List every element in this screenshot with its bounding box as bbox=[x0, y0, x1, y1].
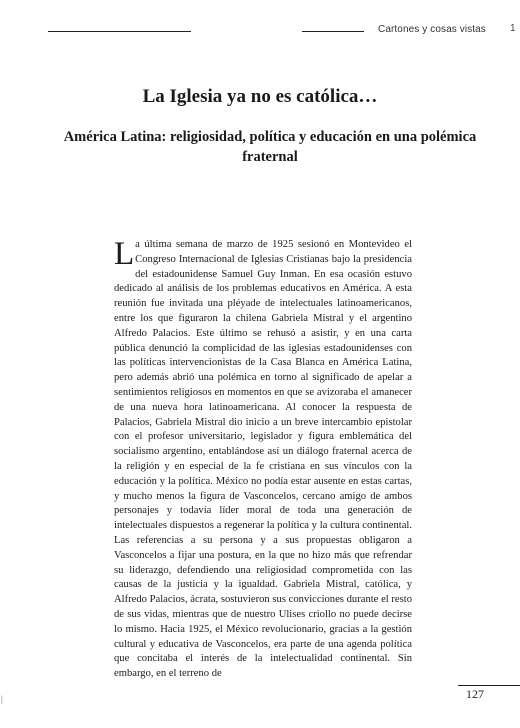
running-head: Cartones y cosas vistas bbox=[378, 24, 486, 35]
footer-left-mark: | bbox=[1, 694, 3, 704]
body-paragraph: a última semana de marzo de 1925 sesionó en Montevideo el Congreso Internacional de Iglesias Cristianas bajo la presidencia del estadounidense Samuel Guy Inman. En esa ocasión estuvo dedicado al análisis de los problemas educativos en América. A esta reunión fue invitada una pléyade de intelectuales latinoamericanos, entre los que figuraron la chilena Gabriela Mistral y el argentino Alfredo Palacios. Este último se rehusó a asistir, y en una carta pública denunció la complicidad de las iglesias estadounidenses con las políticas intervencionistas de la Casa Blanca en América Latina, pero además abrió una polémica en torno al significado de apelar a sentimientos religiosos en momentos en que se avizoraba el amanecer de una nueva hora latinoamericana. Al conocer la respuesta de Palacios, Gabriela Mistral dio inicio a un breve intercambio epistolar con el profesor universitario, legislador y figura emblemática del socialismo argentino, entablándose así un diálogo fraternal acerca de la religión y en especial de la fe cristiana en sus vínculos con la educación y la política. México no podía estar ausente en estas cartas, y mucho menos la figura de Vasconcelos, cercano amigo de ambos personajes y todavía líder moral de toda una generación de intelectuales dispuestos a regenerar la política y la cultura continental. Las referencias a su persona y a sus propuestas obligaron a Vasconcelos a fijar una postura, en la que no hizo más que refrendar su liderazgo, defendiendo una religiosidad comprometida con las causas de la justicia y la igualdad. Gabriela Mistral, católica, y Alfredo Palacios, ácrata, sostuvieron sus convicciones durante el resto de sus vidas, mientras que de nuestro Ulises criollo no puede decirse lo mismo. Hacia 1925, el México revolucionario, gracias a la gestión cultural y educativa de Vasconcelos, era parte de una agenda política que concitaba el interés de la intelectualidad continental. Sin embargo, en el terreno de bbox=[114, 239, 412, 680]
article-title: La Iglesia ya no es católica… bbox=[142, 86, 378, 107]
header-edge-mark: 1 bbox=[510, 23, 516, 34]
article-body bbox=[114, 238, 412, 682]
article-subtitle: América Latina: religiosidad, política y educación en una polémica fraternal bbox=[63, 129, 477, 165]
header-rule-middle bbox=[302, 31, 364, 32]
drop-cap: L bbox=[114, 236, 135, 272]
footer-rule bbox=[458, 685, 520, 686]
page-number: 127 bbox=[466, 687, 484, 701]
header-rule-left bbox=[48, 31, 191, 32]
